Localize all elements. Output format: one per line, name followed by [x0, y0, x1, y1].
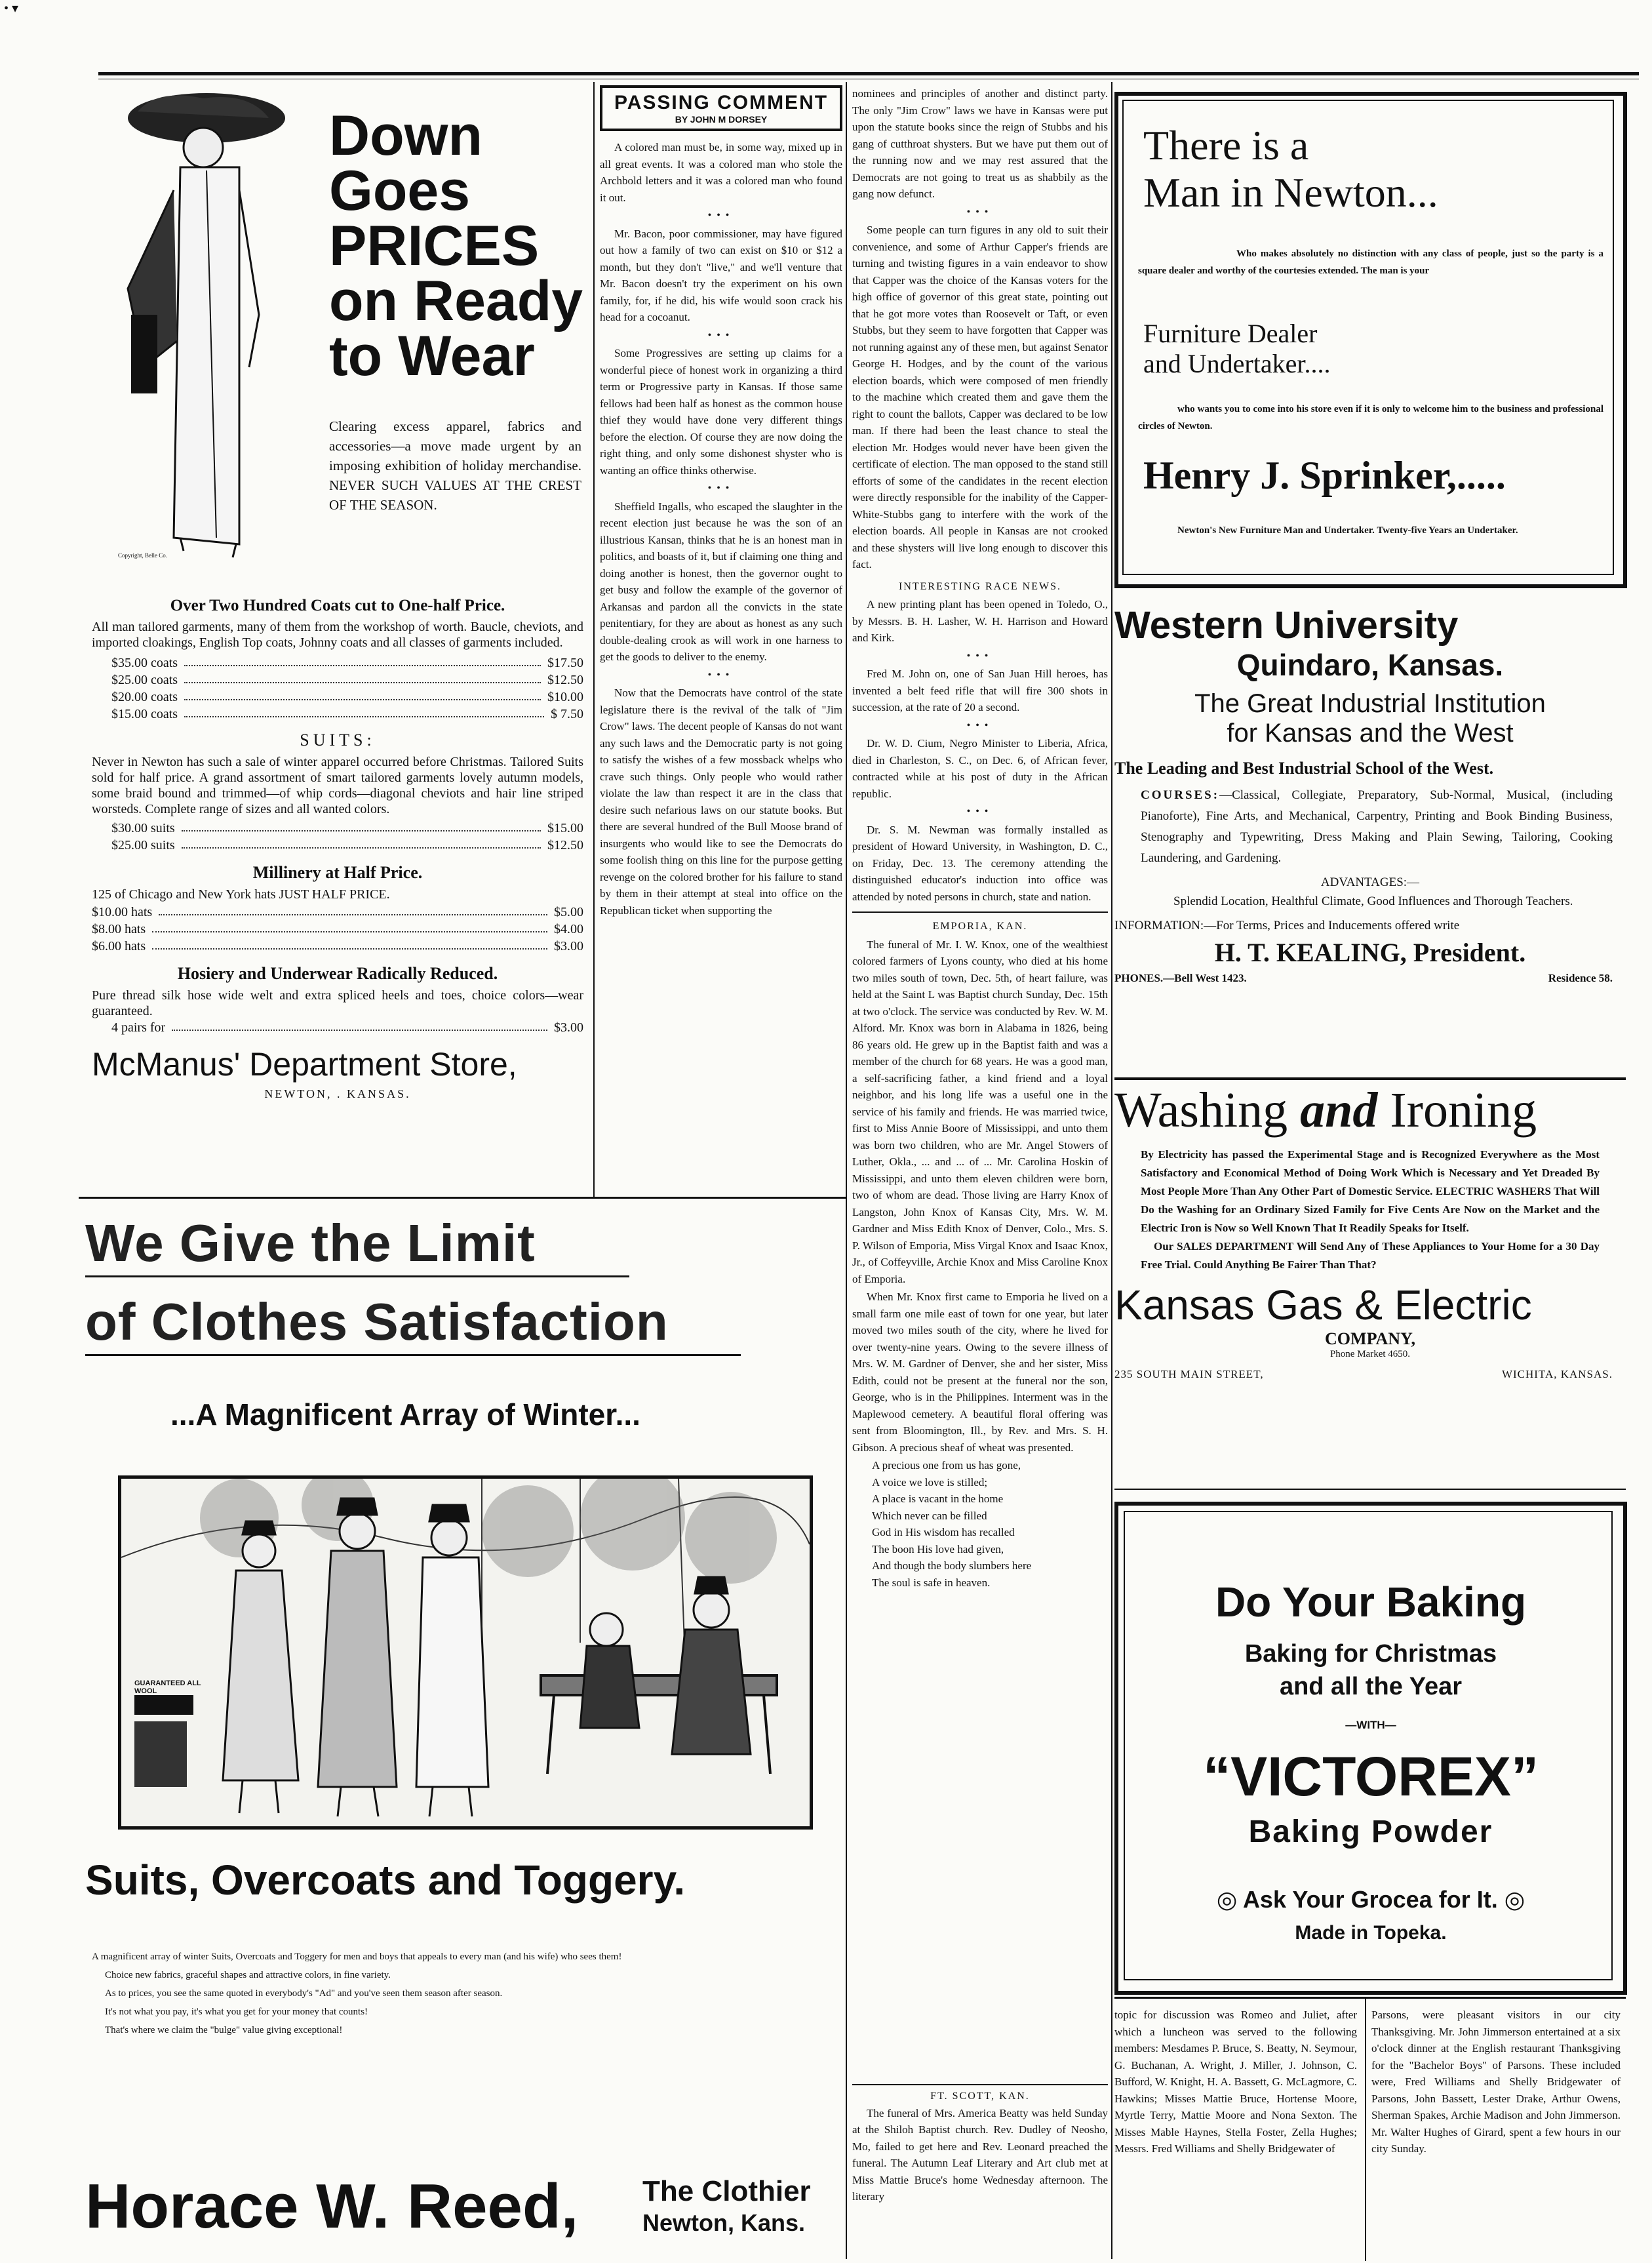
sprinker-name: Henry J. Sprinker,.....: [1143, 454, 1506, 497]
memorial-poem: [872, 1457, 1108, 1591]
poem-line: And though the body slumbers here: [872, 1559, 1032, 1572]
sprinker-footer: Newton's New Furniture Man and Undertaker. Twenty-five Years an Undertaker.: [1177, 525, 1518, 536]
reed-trade: [642, 2176, 811, 2239]
victorex-brand: “VICTOREX”: [1203, 1746, 1539, 1807]
reed-body-line: It's not what you pay, it's what you get for your money that counts!: [105, 2007, 368, 2017]
paragraph: nominees and principles of another and distinct party. The only "Jim Crow" laws we have in Kansas were put upon the statute books since the reign of Stubbs and his gang of cutthroat shysters. But we have put them out of the running now and we may rest assured that the Democrats are not going to treat us as shabbily as the gang now defunct.: [852, 87, 1108, 200]
price-row: $25.00 coats $12.50: [111, 673, 583, 687]
sprinker-trade: [1143, 319, 1330, 379]
separator: •••: [707, 210, 735, 221]
price-row: $8.00 hats $4.00: [92, 922, 583, 936]
race-news-heading: INTERESTING RACE NEWS.: [899, 580, 1061, 592]
paragraph: Parsons, were pleasant visitors in our city Thanksgiving. Mr. John Jimmerson entertained at a six o'clock dinner at the English restaurant Thanksgiving for the "Bachelor Boys" of Parsons. These included were, Fred Williams and Shelly Bridgewater of Parsons, John Bassett, Lester Drake, Arthur Owens, Sherman Spakes, Archie Madison and John Jimmerson. Mr. Walter Hughes of Girard, spent a few hours in our city Sunday.: [1371, 2009, 1621, 2155]
reed-body-line: As to prices, you see the same quoted in everybody's "Ad" and you've seen them season after season.: [105, 1988, 503, 1999]
price-row: $35.00 coats $17.50: [111, 656, 583, 670]
victorex-title: Do Your Baking: [1215, 1578, 1527, 1626]
column-rule: [1111, 82, 1112, 2259]
fort-scott-heading: FT. SCOTT, KAN.: [930, 2091, 1030, 2102]
courses-label: COURSES:: [1141, 788, 1220, 802]
paragraph: The funeral of Mrs. America Beatty was held Sunday at the Shiloh Baptist church. Rev. Dudley of Neosho, Mo, failed to get here and Rev. Leonard preached the funeral. The Autumn Leaf Literary and Art club met at Miss Mattie Bruce's home Wednesday afternoon. The literary: [852, 2106, 1108, 2203]
reed-body-line: A magnificent array of winter Suits, Overcoats and Toggery for men and boys that appeals to every man (and his wife) who sees them!: [92, 1952, 622, 1962]
paragraph: Some Progressives are setting up claims for a wonderful piece of honest work in organizing a third term or Progressive party in Kansas. If those same fellows had been half as honest as the common house thief they would have done very different things before the election. Of course they are now doing the right thing, and only some dishonest shyster who is wanting an office thinks otherwise.: [600, 347, 842, 477]
price-row: $30.00 suits $15.00: [111, 821, 583, 835]
sprinker-text-2: who wants you to come into his store even if it is only to welcome him to the business and professional circles of Newton.: [1138, 404, 1603, 431]
paragraph: When Mr. Knox first came to Emporia he lived on a small farm one mile east of town for one year, but later moved two miles south of the city, where he lived for over twenty-nine years. Owing to the severe illness of Mrs. W. M. Gardner of Denver, she and her sister, Miss Edith, could not be present at the funeral nor the son, George, who is in the Philippines. Interment was in the Maplewood cemetery. A beautiful floral offering was sent from Bloomington, Ill., by Rev. and Mrs. S. H. Gibson. A precious sheaf of wheat was presented.: [852, 1291, 1108, 1454]
reed-suits-headline: Suits, Overcoats and Toggery.: [85, 1856, 686, 1904]
paragraph: Fred M. John on, one of San Juan Hill heroes, has invented a belt feed rifle that will fire 300 shots in succession, at the rate of 20 a second.: [852, 668, 1108, 713]
poem-line: A voice we love is stilled;: [872, 1475, 988, 1489]
poem-line: A precious one from us has gone,: [872, 1459, 1021, 1472]
mcmanus-location: NEWTON, . KANSAS.: [264, 1087, 411, 1100]
victorex-product: Baking Powder: [1248, 1814, 1493, 1849]
western-sub-2: for Kansas and the West: [1227, 719, 1514, 748]
reed-tagline: ...A Magnificent Array of Winter...: [170, 1397, 640, 1432]
headline-line: Down: [329, 104, 483, 167]
edge-marks: • ▾: [4, 1, 19, 16]
paragraph: The funeral of Mr. I. W. Knox, one of the wealthiest colored farmers of Lyons county, who died at his home two miles south of town, Dec. 5th, of heart failure, was held at the Saint L was Baptist church Sunday, Dec. 15th at two o'clock. The service was conducted by Rev. W. M. Alford. Mr. Knox was born in Alabama in 1826, being 86 years old. He grew up in the Baptist faith and was a member of the church for 68 years. He was a good man, a self-sacrificing father, a kind friend and a loyal neighbor, and his long life was a useful one in the service of his family and friends. He was married twice, first to Miss Annie Boore of Mississippi, and unto them was born two children, who are Mr. Angel Stowers of Luther, Okla., ... and ... of ... Mr. Carolina Hoskin of Mississippi, and unto them eleven children were born, two of whom are dead. Those living are Harry Knox of Langston, John Knox of Kansas City, Mrs. W. M. Gardner and Miss Edith Knox of Denver, Colo., Mrs. S. P. Wilson of Emporia, Miss Virgal Knox and Isaac Knox, Jr., of Coffeyville, Archie Knox and Miss Caroline Knox of Emporia.: [852, 938, 1108, 1285]
western-university-ad: [1114, 603, 1626, 1069]
kge-company: Kansas Gas & Electric: [1114, 1281, 1532, 1329]
separator: •••: [707, 669, 735, 681]
address-street: 235 SOUTH MAIN STREET,: [1114, 1368, 1264, 1380]
kge-body: By Electricity has passed the Experimental Stage and is Recognized Everywhere as the Most Satisfactory and Economical Method of Doing Work Which is Necessary and Yet Dreaded By Most People More Than Any Other Part of Domestic Service. ELECTRIC WASHERS That Will Do the Washing for an Ordinary Sized Family for Five Cents Are Now on the Market and the Electric Iron is Now so Well Known That It Readily Speaks for Itself.: [1141, 1148, 1600, 1234]
sprinker-headline: [1143, 122, 1438, 216]
western-courses: [1141, 785, 1613, 869]
headline-part: Washing: [1114, 1083, 1301, 1138]
trade-line: and Undertaker....: [1143, 349, 1331, 378]
coats-text: All man tailored garments, many of them from the workshop of worth. Baucle, cheviots, and imported cloakings, English Top coats, Johnny coats and all classes of garments included.: [92, 620, 583, 650]
hosiery-text: Pure thread silk hose wide welt and extra spliced heels and toes, choice colors—wear guaranteed.: [92, 988, 583, 1018]
social-notes-col-2: [1371, 2007, 1621, 2262]
headline-part: Ironing: [1377, 1083, 1537, 1138]
hats-price-list: [92, 904, 583, 955]
headline-part: and: [1300, 1083, 1378, 1138]
reed-headline-1: We Give the Limit: [85, 1214, 536, 1272]
poem-line: A place is vacant in the home: [872, 1492, 1004, 1505]
western-advantages-label: ADVANTAGES:—: [1320, 875, 1420, 889]
men-in-overcoats-illustration: [118, 1475, 813, 1830]
mcmanus-headline: [329, 104, 583, 388]
reed-body: [92, 1948, 826, 2039]
price-row: $25.00 suits $12.50: [111, 838, 583, 852]
reed-body-line: Choice new fabrics, graceful shapes and attractive colors, in fine variety.: [105, 1970, 391, 1980]
address-city: WICHITA, KANSAS.: [1501, 1368, 1613, 1380]
western-sub-1: The Great Industrial Institution: [1194, 689, 1546, 718]
kge-body-2: Our SALES DEPARTMENT Will Send Any of These Appliances to Your Home for a 30 Day Free Trial. Could Anything Be Fairer Than That?: [1141, 1240, 1600, 1271]
mcmanus-intro: Clearing excess apparel, fabrics and accessories—a move made urgent by an imposing exhibition of holiday merchandise. NEVER SUCH VALUES AT THE CREST OF THE SEASON.: [329, 418, 581, 513]
phones-label: PHONES.—Bell West 1423.: [1114, 972, 1247, 984]
kge-company-2: COMPANY,: [1325, 1329, 1415, 1348]
headline-line: on Ready: [329, 270, 583, 332]
column-rule: [846, 82, 847, 2259]
column-rule: [593, 82, 595, 1197]
headline-line: Goes: [329, 159, 471, 222]
victorex-sub-1: Baking for Christmas: [1244, 1640, 1497, 1668]
social-notes-col-1: [1114, 2007, 1357, 2262]
suits-price-list: [111, 820, 583, 854]
courses-text: —Classical, Collegiate, Preparatory, Sub-Normal, Musical, (including Pianoforte), Fine Arts, and Mechanical, Carpentry, Printing and Book Binding Business, Stenography and Typewriting, Dress Making and Plain Sewing, Tailoring, Cooking Laundering, and Gardening.: [1141, 788, 1613, 865]
western-president: H. T. KEALING, President.: [1214, 938, 1526, 967]
kge-phone: Phone Market 4650.: [1329, 1349, 1411, 1359]
reed-name: Horace W. Reed,: [85, 2171, 579, 2241]
price-row: $6.00 hats $3.00: [92, 939, 583, 953]
kge-headline: [1114, 1082, 1626, 1139]
victorex-sub-2: and all the Year: [1279, 1673, 1463, 1700]
top-rule: [98, 72, 1639, 75]
passing-comment-masthead: [600, 85, 842, 131]
reed-ad: [79, 1200, 842, 2259]
illustration-caption: Copyright, Belle Co.: [118, 552, 167, 559]
victorex-ad: [1114, 1502, 1627, 1995]
guarantee-badge: GUARANTEED ALL WOOL: [134, 1679, 201, 1695]
hosiery-heading: Hosiery and Underwear Radically Reduced.: [177, 964, 498, 983]
price-row: $20.00 coats $10.00: [111, 690, 583, 704]
western-place: Quindaro, Kansas.: [1236, 648, 1504, 682]
column-byline: BY JOHN M DORSEY: [675, 114, 768, 125]
trade-line: Furniture Dealer: [1143, 319, 1318, 348]
paragraph: Dr. S. M. Newman was formally installed as president of Howard University, in Washington, D. C., on Friday, Dec. 13. The ceremony attending the distinguished educator's induction into office was attended by noted persons in church, state and nation.: [852, 823, 1108, 903]
western-leading: The Leading and Best Industrial School of the West.: [1114, 759, 1494, 778]
victorex-made: Made in Topeka.: [1295, 1922, 1447, 1944]
poem-line: The boon His love had given,: [872, 1542, 1004, 1555]
news-column-body: [852, 85, 1108, 1591]
reed-tag: Newton, Kans.: [642, 2209, 806, 2236]
kge-address: [1114, 1368, 1626, 1381]
western-advantages: Splendid Location, Healthful Climate, Good Influences and Thorough Teachers.: [1173, 894, 1573, 908]
reed-tag: The Clothier: [642, 2175, 811, 2207]
news-column: [852, 85, 1108, 2079]
separator: •••: [966, 806, 994, 817]
victorex-ask: [1118, 1886, 1623, 1913]
separator: •••: [966, 206, 994, 218]
headline-line: to Wear: [329, 325, 535, 388]
lady-coat-illustration: [118, 92, 288, 571]
paragraph: Mr. Bacon, poor commissioner, may have figured out how a family of two can exist on $10 or $12 a month, but they don't "live," and we'll venture that Mr. Bacon doesn't try the experiment on his own family, for, if he did, his wife would soon crack his head for a cocoanut.: [600, 227, 842, 323]
victorex-with: —WITH—: [1345, 1719, 1396, 1731]
victorex-ask-text: Ask Your Grocea for It.: [1242, 1886, 1498, 1913]
paragraph: Some people can turn figures in any old to suit their convenience, and some of Arthur Capper's friends are turning and twisting figures in a vain endeavor to show that Capper was the choice of the Kansas voters for the high office of governor of this great state, pointing out that he got more votes than Roosevelt or Taft, or even Stubbs, but they seem to have forgotten that Capper was not running against any of these men, but against Senator George H. Hodges, and by the count of the various election boards, which were composed of men friendly to the machine which created them and gave them the right to count the ballots, Capper was declared to be low man. If there had been the least chance to steal the election Mr. Hodges would never have been given the certificate of election. The man opposed to the stand still efforts of some of the candidates in the recent election were directly responsible for the inability of the Capper-White-Stubbs gang to interfere with the work of the election boards. All people in Kansas are not crooked and these shysters will live long enough to discover this fact.: [852, 224, 1108, 571]
price-row: $10.00 hats $5.00: [92, 905, 583, 919]
paragraph: Sheffield Ingalls, who escaped the slaughter in the recent election just because he was the son of an illustrious Kansan, thinks that he is an honest man in politics, and boasts of it, but if claiming one thing and doing another is honest, then the governor ought to get busy and follow the example of the governor of Arkansas and pardon all the convicts in the state penitentiary, for they are about as honest as any such double-dealing crook as will work in one harness to get the goods to deliver to the enemy.: [600, 500, 842, 663]
separator: •••: [966, 719, 994, 731]
coats-heading: Over Two Hundred Coats cut to One-half Price.: [170, 597, 505, 614]
reed-body-line: That's where we claim the "bulge" value giving exceptional!: [105, 2025, 343, 2035]
price-row: $15.00 coats $ 7.50: [111, 707, 583, 721]
column-title: PASSING COMMENT: [614, 92, 829, 113]
price-row: 4 pairs for $3.00: [111, 1020, 583, 1035]
suits-heading: SUITS:: [300, 731, 376, 750]
headline-line: Man in Newton...: [1143, 169, 1438, 216]
western-title: Western University: [1114, 604, 1459, 647]
western-information: INFORMATION:—For Terms, Prices and Inducements offered write: [1114, 919, 1460, 932]
section-rule: [1114, 1077, 1626, 1080]
separator: •••: [966, 650, 994, 662]
headline-line: PRICES: [329, 214, 540, 277]
reed-headline-2: of Clothes Satisfaction: [85, 1292, 669, 1351]
paragraph: A new printing plant has been opened in Toledo, O., by Messrs. B. H. Lasher, W. H. Harrison and Howard and Kirk.: [852, 598, 1108, 644]
target-icon: ◎: [1504, 1886, 1525, 1913]
separator: •••: [707, 329, 735, 341]
section-rule: [79, 1197, 846, 1199]
poem-line: The soul is safe in heaven.: [872, 1576, 991, 1589]
separator: •••: [707, 483, 735, 494]
mcmanus-store-name: McManus' Department Store,: [92, 1046, 517, 1083]
coats-price-list: [111, 654, 583, 723]
poem-line: Which never can be filled: [872, 1509, 987, 1522]
paragraph: topic for discussion was Romeo and Juliet, after which a luncheon was served to the following members: Mesdames P. Bruce, S. Beatty, N. Seymour, G. Buchanan, A. Wright, J. Miller, J. Johnson, C. Bufford, W. Knight, H. A. Bassett, G. McLagmore, C. Hawkins; Misses Mattie Bruce, Hortense Moore, Myrtle Terry, Mattie Moore and Nona Sexton. The Misses Mable Haynes, Stella Foster, Zella Hughes; Messrs. Fred Williams and Shelly Bridgewater of: [1114, 2009, 1357, 2155]
paragraph: Dr. W. D. Cium, Negro Minister to Liberia, Africa, died in Charleston, S. C., on Dec. 6, of African fever, contracted while at his post of duty in the African republic.: [852, 737, 1108, 800]
kansas-gas-electric-ad: [1114, 1082, 1626, 1489]
residence-label: Residence 58.: [1548, 972, 1613, 984]
fort-scott-item: [852, 2084, 1108, 2261]
column-rule: [1365, 1999, 1366, 2261]
paragraph: Now that the Democrats have control of the state legislature there is the revival of the talk of "Jim Crow" laws. The decent people of Kansas do not want any such laws and the Democratic party is not going to satisfy the wishes of a few mossback whelps who crave such things. Only people who would rather violate the law than respect it are in the class that desire such nefarious laws on our statute books. But there are several hundred of the Bull Moose brand of insurgents who would like to see the Democrats do some foolish thing on this line for the purpose getting revenge on the colored brother for his failure to stand by them in their attempt at steal into office on the Republican ticket when supporting the: [600, 687, 842, 917]
millinery-heading: Millinery at Half Price.: [252, 863, 423, 882]
suits-text: Never in Newton has such a sale of winter apparel occurred before Christmas. Tailored Suits sold for half price. A grand assortment of smart tailored garments lovely autumn models, some braid bound and trimmed—of whip cords—diagonal cheviots and hair line striped worsteds. Complete range of sizes and all wanted colors.: [92, 755, 583, 816]
poem-line: God in His wisdom has recalled: [872, 1526, 1015, 1538]
millinery-text: 125 of Chicago and New York hats JUST HALF PRICE.: [92, 887, 390, 902]
passing-comment-column: [600, 85, 842, 1200]
western-phones: [1114, 972, 1626, 985]
emporia-heading: EMPORIA, KAN.: [932, 921, 1028, 932]
mcmanus-ad: [92, 85, 590, 1193]
paragraph: A colored man must be, in some way, mixed up in all great events. It was a colored man who stole the Archbold letters and it was a colored man who found it out.: [600, 141, 842, 204]
headline-line: There is a: [1143, 122, 1309, 169]
passing-comment-body: [600, 139, 842, 919]
sprinker-ad: [1114, 92, 1627, 588]
sprinker-text-1: Who makes absolutely no distinction with any class of people, just so the party is a square dealer and worthy of the courtesies extended. The man is your: [1138, 249, 1603, 276]
section-rule: [1114, 1489, 1626, 1490]
section-rule: [1114, 1997, 1626, 1999]
target-icon: ◎: [1216, 1886, 1238, 1913]
